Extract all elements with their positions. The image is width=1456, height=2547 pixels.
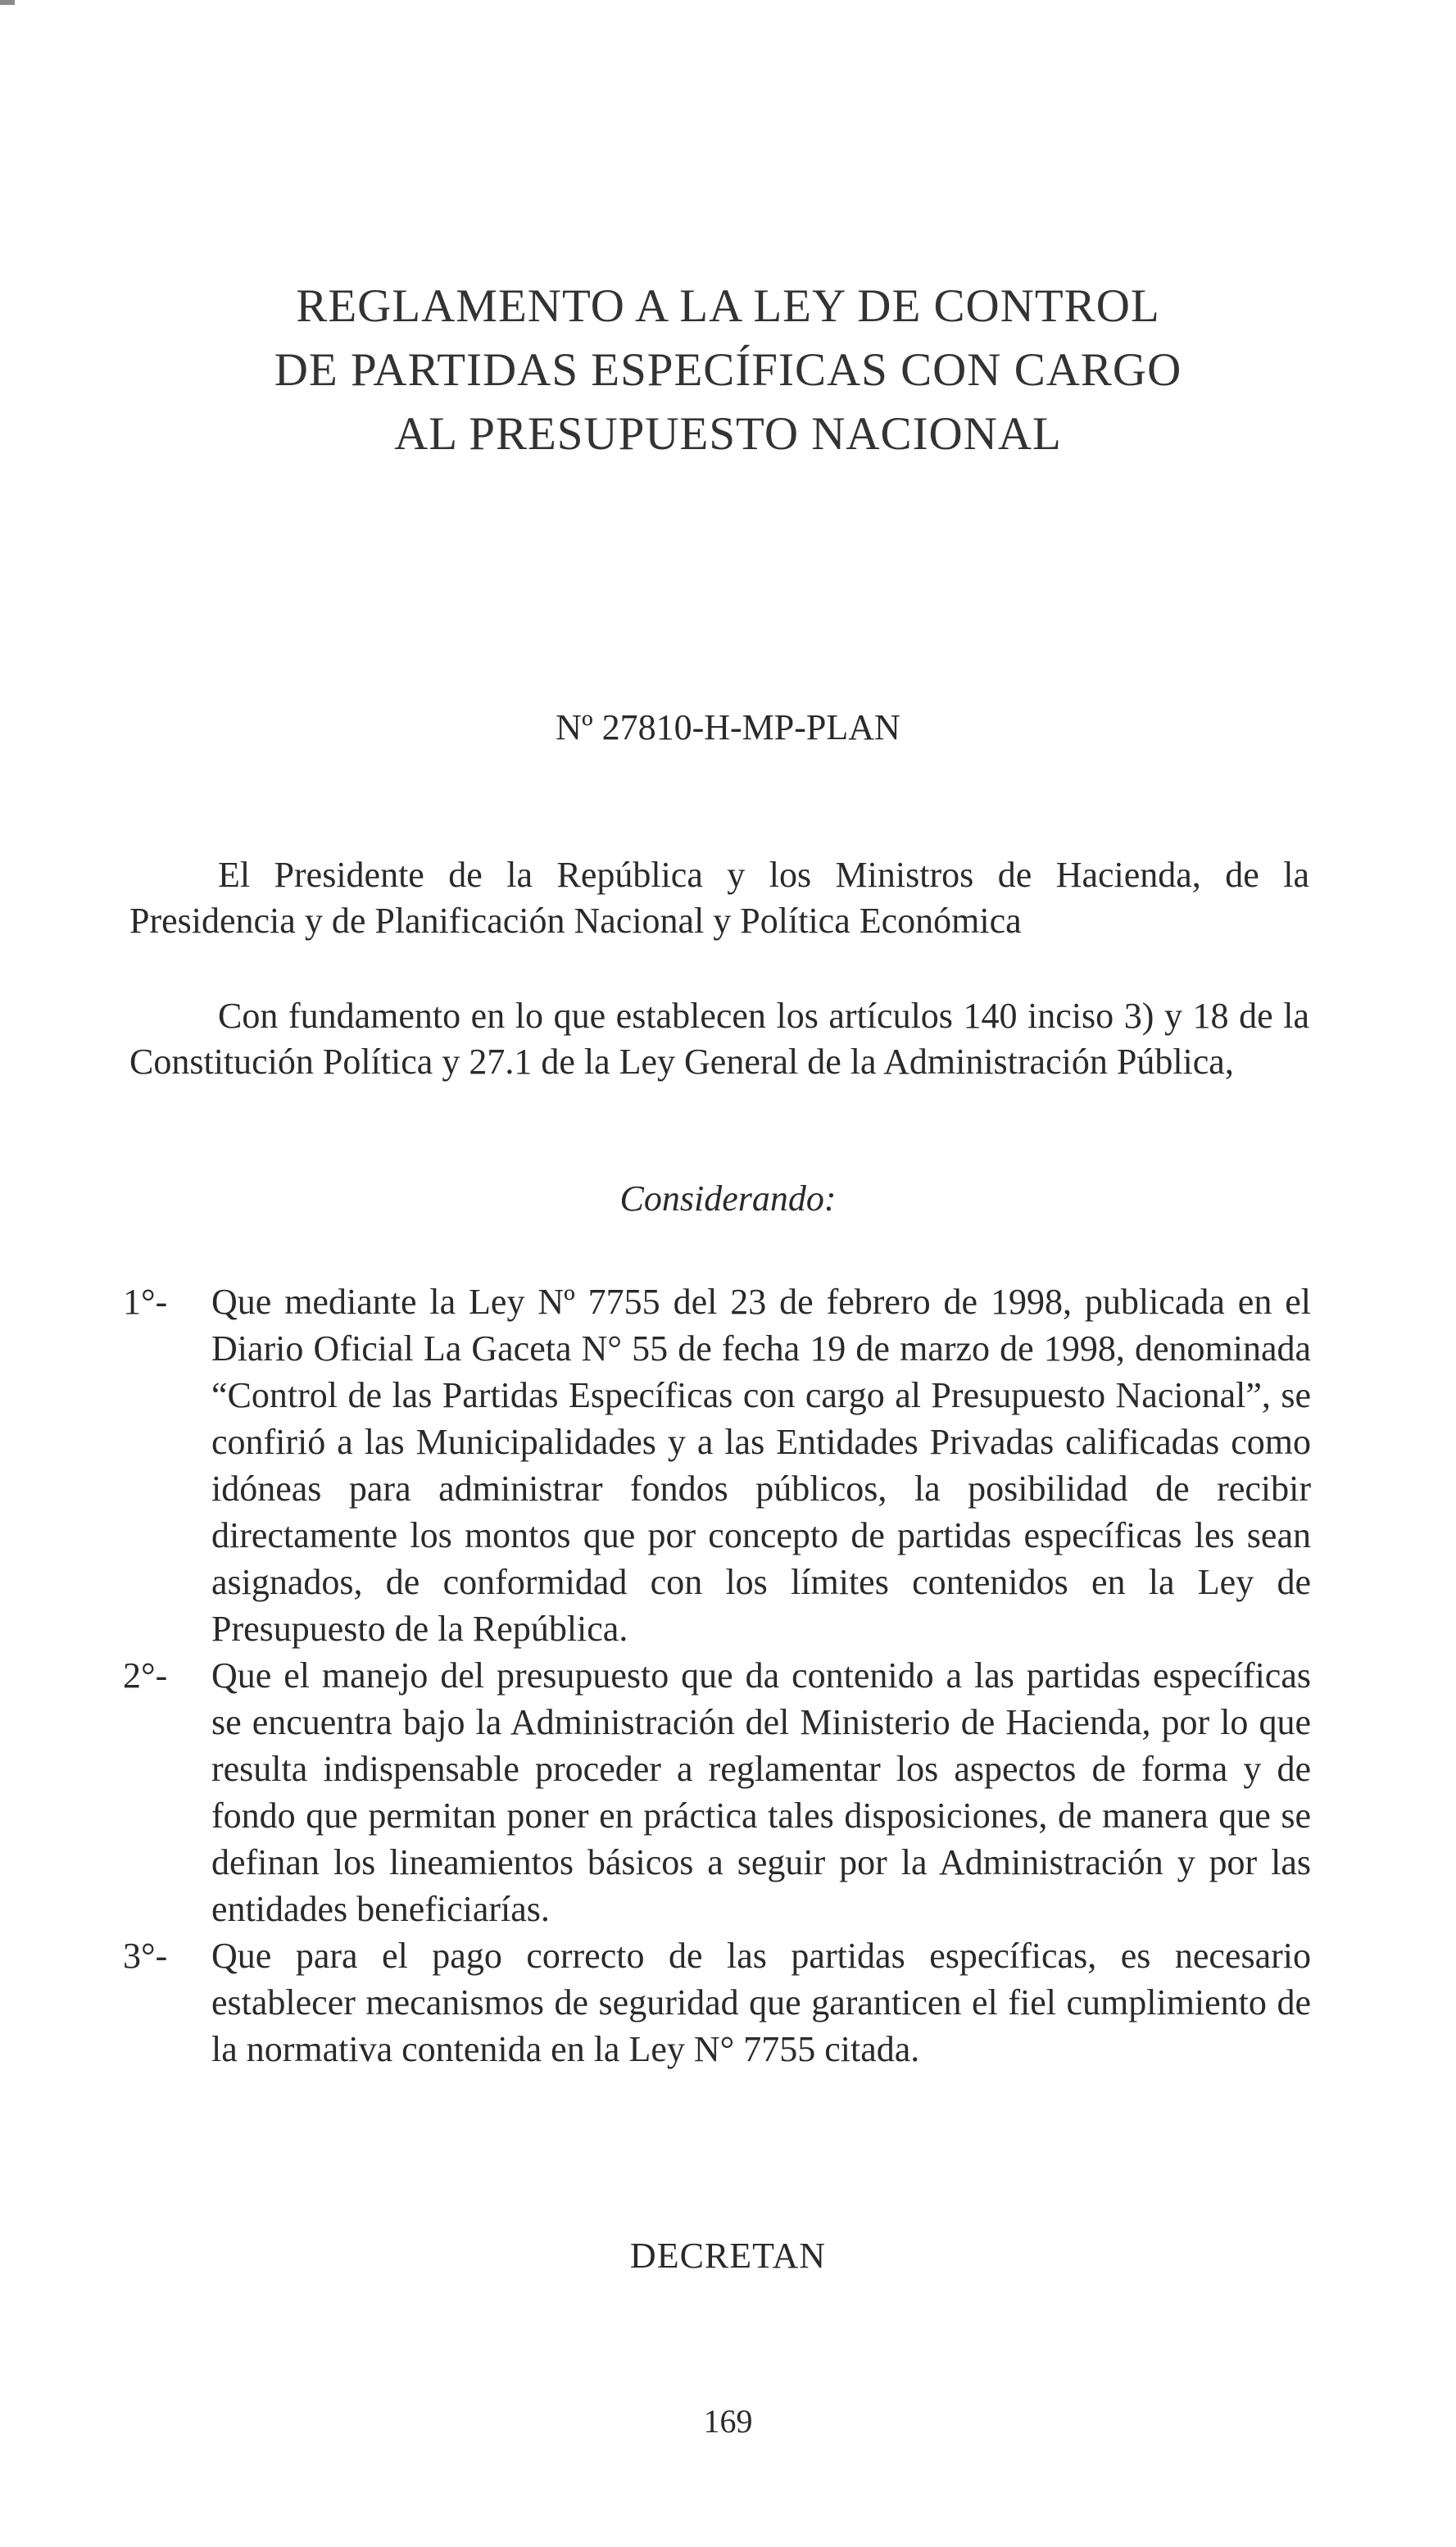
decretan-heading: DECRETAN [629,2236,827,2276]
consideration-item [123,1652,1311,1932]
consideration-text: Que mediante la Ley Nº 7755 del 23 de febrero de 1998, publicada en el Diario Oficial La Gaceta N° 55 de fecha 19 de marzo de 1998, denominada “Control de las Partidas Específicas con cargo al Presupuesto Nacional”, se confirió a las Municipalidades y a las Entidades Privadas calificadas como idóneas para administrar fondos públicos, la posibilidad de recibir directamente los montos que por concepto de partidas específicas les sean asignados, de conformidad con los límites contenidos en la Ley de Presupuesto de la República. [211,1282,1311,1649]
consideration-number: 2°- [123,1655,168,1696]
consideration-text: Que para el pago correcto de las partidas específicas, es necesario establecer mecanismos de seguridad que garanticen el fiel cumplimiento de la normativa contenida en la Ley N° 7755 citada. [211,1936,1311,2069]
consideration-number: 3°- [123,1936,168,1976]
considerando-heading: Considerando: [619,1178,837,1219]
consideration-item [123,1932,1311,2073]
page-number: 169 [703,2403,753,2440]
document-title [164,275,1292,466]
scan-artifact [0,0,15,5]
decree-number: Nº 27810-H-MP-PLAN [556,707,900,747]
title-line-2: DE PARTIDAS ESPECÍFICAS CON CARGO [274,344,1182,396]
consideration-item [123,1278,1311,1652]
consideration-text: Que el manejo del presupuesto que da contenido a las partidas específicas se encuentra bajo la Administración del Ministerio de Hacienda, por lo que resulta indispensable proceder a reglamentar los aspectos de forma y de fondo que permitan poner en práctica tales disposiciones, de manera que se definan los lineamientos básicos a seguir por la Administración y por las entidades beneficiarías. [211,1655,1311,1929]
consideration-number: 1°- [123,1282,168,1322]
title-line-1: REGLAMENTO A LA LEY DE CONTROL [296,280,1160,332]
legal-basis-paragraph: Con fundamento en lo que establecen los artículos 140 inciso 3) y 18 de la Constitución Política y 27.1 de la Ley General de la Administración Pública, [129,996,1309,1082]
title-line-3: AL PRESUPUESTO NACIONAL [394,408,1062,460]
preamble-paragraph: El Presidente de la República y los Ministros de Hacienda, de la Presidencia y de Planificación Nacional y Política Económica [129,855,1309,941]
considerations-list [123,1278,1311,2073]
